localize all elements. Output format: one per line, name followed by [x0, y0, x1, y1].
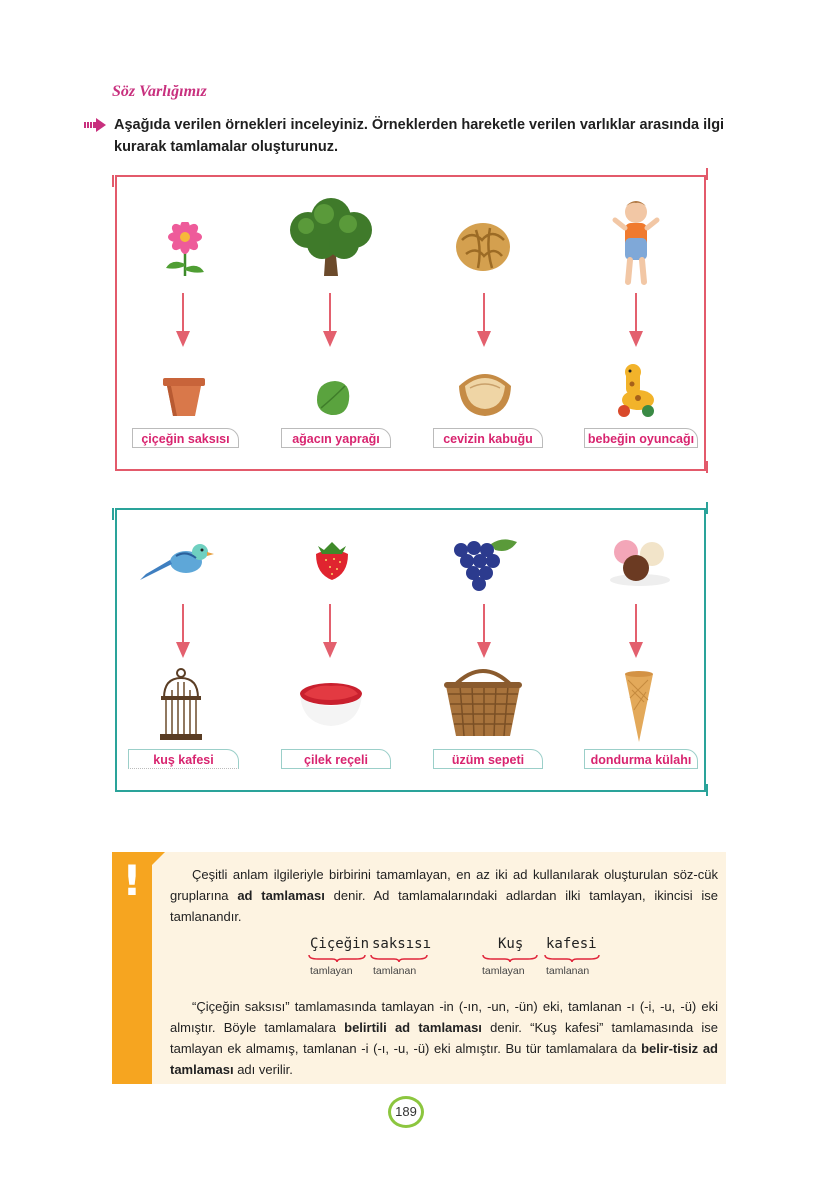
toy-giraffe-icon	[612, 364, 658, 418]
section-title: Söz Varlığımız	[112, 83, 207, 100]
bullet-arrow-icon	[84, 118, 106, 132]
role-label-modifier: tamlayan	[482, 965, 525, 977]
underbrace-icon	[544, 954, 600, 962]
page-number: 189	[388, 1096, 424, 1128]
phrase-label-kus-kafesi: kuş kafesi	[128, 749, 239, 769]
instruction-text: Aşağıda verilen örnekleri inceleyiniz. Örneklerden hareketle verilen varlıklar arasında ilgi kurarak tamlamalar oluşturunuz.	[114, 117, 725, 155]
ice-cream-icon	[608, 536, 672, 588]
flower-pot-icon	[161, 376, 207, 418]
leaf-icon	[313, 378, 353, 418]
flower-icon	[162, 222, 208, 278]
exclamation-icon: !	[122, 856, 142, 905]
note-paragraph-2: “Çiçeğin saksısı” tamlamasında tamlayan -in (-ın, -un, -ün) eki, tamlanan -ı (-i, -u, -ü) eki almıştır. Böyle tamlamalara belirtili ad tamlaması denir. “Kuş kafesi” tamlamasında ise tamlayan ek almamış, tamlanan -i (-ı, -u, -ü) eki almıştır. Bu tür tamlamalara da belir-tisiz ad tamlaması adı verilir.	[170, 999, 718, 1077]
phrase-label-cevizin-kabugu: cevizin kabuğu	[433, 428, 543, 448]
underbrace-icon	[370, 954, 428, 962]
down-arrow-icon	[629, 604, 643, 658]
example-1-head: saksısı	[372, 936, 432, 952]
underbrace-icon	[482, 954, 538, 962]
example-1-modifier: Çiçeğin	[310, 936, 370, 952]
down-arrow-icon	[323, 293, 337, 347]
birdcage-icon	[158, 668, 204, 742]
role-label-head: tamlanan	[373, 965, 417, 977]
down-arrow-icon	[629, 293, 643, 347]
down-arrow-icon	[176, 293, 190, 347]
bird-icon	[140, 540, 214, 584]
example-2-modifier: Kuş	[498, 936, 524, 952]
strawberry-icon	[310, 540, 354, 582]
down-arrow-icon	[176, 604, 190, 658]
phrase-label-cilek-receli: çilek reçeli	[281, 749, 391, 769]
note-accent-tab	[151, 852, 165, 866]
walnut-shell-icon	[456, 366, 514, 418]
underbrace-icon	[308, 954, 366, 962]
phrase-label-agacin-yapragi: ağacın yaprağı	[281, 428, 391, 448]
baby-icon	[612, 198, 660, 288]
walnut-icon	[454, 218, 512, 274]
down-arrow-icon	[477, 293, 491, 347]
phrase-label-dondurma-kulahi: dondurma külahı	[584, 749, 698, 769]
grapes-icon	[447, 536, 521, 592]
role-label-head: tamlanan	[546, 965, 590, 977]
jam-bowl-icon	[296, 680, 366, 730]
example-2-head: kafesi	[546, 936, 597, 952]
phrase-label-cicegin-saksisi: çiçeğin saksısı	[132, 428, 239, 448]
phrase-label-bebegin-oyuncagi: bebeğin oyuncağı	[584, 428, 698, 448]
basket-icon	[440, 664, 526, 740]
cone-icon	[624, 670, 654, 742]
tree-icon	[284, 196, 378, 278]
phrase-label-uzum-sepeti: üzüm sepeti	[433, 749, 543, 769]
down-arrow-icon	[323, 604, 337, 658]
note-paragraph-1: Çeşitli anlam ilgileriyle birbirini tamamlayan, en az iki ad kullanılarak oluşturulan söz-cük gruplarına ad tamlaması denir. Ad tamlamalarındaki adlardan ilki tamlayan, ikincisi ise tamlanandır.	[170, 867, 719, 924]
down-arrow-icon	[477, 604, 491, 658]
role-label-modifier: tamlayan	[310, 965, 353, 977]
